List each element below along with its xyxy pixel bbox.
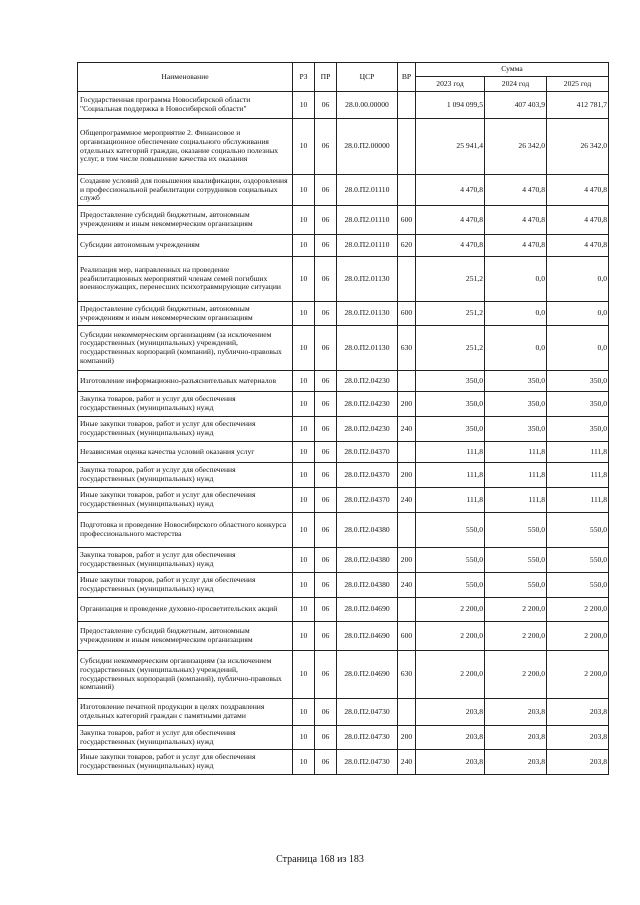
cell-csr: 28.0.П2.01110 [337, 235, 398, 257]
cell-name: Изготовление печатной продукции в целях поздравления отдельных категорий граждан с памятными датами [78, 699, 293, 726]
cell-pr: 06 [315, 371, 337, 392]
header-sum: Сумма [416, 63, 609, 77]
cell-name: Реализация мер, направленных на проведение реабилитационных мероприятий членам семей погибших военнослужащих, перенесших психотравмирующие ситуации [78, 257, 293, 302]
table-row [78, 235, 609, 257]
cell-csr: 28.0.П2.01130 [337, 302, 398, 326]
cell-2024: 2 200,0 [485, 598, 547, 622]
cell-vr: 200 [398, 392, 416, 417]
cell-vr [398, 119, 416, 175]
cell-name: Подготовка и проведение Новосибирского областного конкурса профессионального мастерства [78, 513, 293, 548]
cell-2023: 350,0 [416, 371, 485, 392]
cell-name: Создание условий для повышения квалификации, оздоровления и профессиональной реабилитации сотрудников социальных служб [78, 175, 293, 206]
cell-csr: 28.0.П2.04690 [337, 622, 398, 651]
cell-rz: 10 [293, 175, 315, 206]
cell-2025: 4 470,8 [547, 235, 609, 257]
cell-rz: 10 [293, 119, 315, 175]
cell-2024: 111,8 [485, 442, 547, 463]
table-row [78, 726, 609, 750]
table-row [78, 442, 609, 463]
cell-2024: 203,8 [485, 726, 547, 750]
cell-csr: 28.0.П2.04230 [337, 417, 398, 442]
cell-rz: 10 [293, 417, 315, 442]
cell-2025: 111,8 [547, 463, 609, 488]
table-body [78, 92, 609, 775]
cell-2025: 412 781,7 [547, 92, 609, 119]
cell-rz: 10 [293, 548, 315, 573]
cell-csr: 28.0.П2.04370 [337, 488, 398, 513]
cell-2024: 203,8 [485, 699, 547, 726]
cell-2024: 0,0 [485, 302, 547, 326]
cell-vr: 620 [398, 235, 416, 257]
cell-name: Закупка товаров, работ и услуг для обеспечения государственных (муниципальных) нужд [78, 548, 293, 573]
cell-2023: 2 200,0 [416, 651, 485, 699]
cell-name: Предоставление субсидий бюджетным, автономным учреждениям и иным некоммерческим организациям [78, 622, 293, 651]
cell-csr: 28.0.П2.04370 [337, 442, 398, 463]
cell-rz: 10 [293, 488, 315, 513]
cell-name: Предоставление субсидий бюджетным, автономным учреждениям и иным некоммерческим организациям [78, 206, 293, 235]
cell-2023: 550,0 [416, 573, 485, 598]
cell-vr: 600 [398, 622, 416, 651]
cell-2025: 2 200,0 [547, 622, 609, 651]
header-csr: ЦСР [337, 63, 398, 92]
cell-vr [398, 175, 416, 206]
cell-2025: 203,8 [547, 699, 609, 726]
cell-rz: 10 [293, 302, 315, 326]
cell-vr [398, 442, 416, 463]
cell-name: Государственная программа Новосибирской области "Социальная поддержка в Новосибирской области" [78, 92, 293, 119]
cell-name: Общепрограммное мероприятие 2. Финансовое и организационное обеспечение социального обслуживания отдельных категорий граждан, оказание социально полезных услуг, в том числе повышение качества их оказания [78, 119, 293, 175]
cell-2024: 550,0 [485, 513, 547, 548]
header-name: Наименование [78, 63, 293, 92]
cell-vr: 600 [398, 302, 416, 326]
cell-pr: 06 [315, 750, 337, 775]
cell-pr: 06 [315, 548, 337, 573]
cell-pr: 06 [315, 573, 337, 598]
cell-2025: 0,0 [547, 326, 609, 371]
cell-rz: 10 [293, 257, 315, 302]
cell-pr: 06 [315, 622, 337, 651]
cell-2025: 2 200,0 [547, 651, 609, 699]
table-row [78, 488, 609, 513]
cell-2024: 2 200,0 [485, 622, 547, 651]
cell-2024: 0,0 [485, 326, 547, 371]
table-row [78, 206, 609, 235]
cell-2023: 251,2 [416, 326, 485, 371]
cell-csr: 28.0.П2.00000 [337, 119, 398, 175]
cell-pr: 06 [315, 235, 337, 257]
cell-pr: 06 [315, 326, 337, 371]
cell-pr: 06 [315, 651, 337, 699]
cell-2025: 550,0 [547, 513, 609, 548]
cell-2023: 4 470,8 [416, 175, 485, 206]
cell-csr: 28.0.П2.04230 [337, 392, 398, 417]
cell-csr: 28.0.П2.01130 [337, 326, 398, 371]
cell-name: Иные закупки товаров, работ и услуг для обеспечения государственных (муниципальных) нужд [78, 417, 293, 442]
cell-name: Закупка товаров, работ и услуг для обеспечения государственных (муниципальных) нужд [78, 726, 293, 750]
cell-vr [398, 699, 416, 726]
cell-2024: 550,0 [485, 573, 547, 598]
table-row [78, 548, 609, 573]
cell-csr: 28.0.П2.04370 [337, 463, 398, 488]
cell-rz: 10 [293, 750, 315, 775]
cell-2024: 0,0 [485, 257, 547, 302]
cell-pr: 06 [315, 417, 337, 442]
cell-2023: 550,0 [416, 548, 485, 573]
cell-name: Субсидии некоммерческим организациям (за исключением государственных (муниципальных) учреждений, государственных корпораций (компаний), публично-правовых компаний) [78, 326, 293, 371]
cell-name: Субсидии автономным учреждениям [78, 235, 293, 257]
cell-2023: 350,0 [416, 392, 485, 417]
cell-2025: 111,8 [547, 488, 609, 513]
cell-csr: 28.0.П2.04730 [337, 726, 398, 750]
table-row [78, 417, 609, 442]
cell-2023: 2 200,0 [416, 598, 485, 622]
cell-csr: 28.0.00.00000 [337, 92, 398, 119]
budget-table [77, 62, 609, 775]
table-row [78, 598, 609, 622]
cell-vr: 600 [398, 206, 416, 235]
header-year-2023: 2023 год [416, 77, 485, 92]
cell-vr: 200 [398, 548, 416, 573]
cell-2025: 0,0 [547, 257, 609, 302]
cell-rz: 10 [293, 726, 315, 750]
cell-vr [398, 257, 416, 302]
cell-2024: 4 470,8 [485, 235, 547, 257]
cell-pr: 06 [315, 726, 337, 750]
cell-rz: 10 [293, 442, 315, 463]
cell-vr: 200 [398, 726, 416, 750]
cell-vr: 240 [398, 417, 416, 442]
cell-csr: 28.0.П2.04380 [337, 548, 398, 573]
cell-pr: 06 [315, 488, 337, 513]
cell-vr [398, 513, 416, 548]
cell-pr: 06 [315, 513, 337, 548]
cell-pr: 06 [315, 442, 337, 463]
cell-csr: 28.0.П2.04730 [337, 750, 398, 775]
cell-pr: 06 [315, 598, 337, 622]
cell-pr: 06 [315, 206, 337, 235]
cell-name: Организация и проведение духовно-просветительских акций [78, 598, 293, 622]
table-row [78, 371, 609, 392]
cell-rz: 10 [293, 598, 315, 622]
cell-2025: 203,8 [547, 750, 609, 775]
table-row [78, 750, 609, 775]
cell-pr: 06 [315, 92, 337, 119]
header-year-2025: 2025 год [547, 77, 609, 92]
cell-rz: 10 [293, 371, 315, 392]
table-row [78, 326, 609, 371]
cell-csr: 28.0.П2.01110 [337, 175, 398, 206]
cell-vr: 200 [398, 463, 416, 488]
cell-vr: 630 [398, 651, 416, 699]
cell-pr: 06 [315, 302, 337, 326]
cell-rz: 10 [293, 513, 315, 548]
cell-2023: 251,2 [416, 302, 485, 326]
cell-2025: 26 342,0 [547, 119, 609, 175]
cell-2023: 2 200,0 [416, 622, 485, 651]
cell-2023: 1 094 099,5 [416, 92, 485, 119]
cell-vr: 240 [398, 488, 416, 513]
cell-vr: 630 [398, 326, 416, 371]
table-row [78, 175, 609, 206]
table-row [78, 573, 609, 598]
cell-2023: 350,0 [416, 417, 485, 442]
cell-2024: 4 470,8 [485, 206, 547, 235]
cell-vr: 240 [398, 573, 416, 598]
cell-2023: 203,8 [416, 699, 485, 726]
cell-csr: 28.0.П2.04690 [337, 651, 398, 699]
cell-rz: 10 [293, 206, 315, 235]
cell-rz: 10 [293, 573, 315, 598]
cell-csr: 28.0.П2.04380 [337, 513, 398, 548]
cell-2024: 550,0 [485, 548, 547, 573]
cell-2024: 4 470,8 [485, 175, 547, 206]
cell-name: Закупка товаров, работ и услуг для обеспечения государственных (муниципальных) нужд [78, 392, 293, 417]
header-rz: РЗ [293, 63, 315, 92]
header-pr: ПР [315, 63, 337, 92]
table-row [78, 651, 609, 699]
cell-pr: 06 [315, 119, 337, 175]
cell-rz: 10 [293, 463, 315, 488]
cell-2025: 350,0 [547, 371, 609, 392]
cell-vr [398, 92, 416, 119]
cell-rz: 10 [293, 622, 315, 651]
cell-2024: 26 342,0 [485, 119, 547, 175]
cell-2025: 550,0 [547, 573, 609, 598]
cell-2025: 203,8 [547, 726, 609, 750]
table-row [78, 302, 609, 326]
cell-2025: 350,0 [547, 392, 609, 417]
cell-2025: 350,0 [547, 417, 609, 442]
table-row [78, 513, 609, 548]
cell-name: Закупка товаров, работ и услуг для обеспечения государственных (муниципальных) нужд [78, 463, 293, 488]
cell-2023: 203,8 [416, 726, 485, 750]
table-row [78, 392, 609, 417]
cell-2024: 350,0 [485, 417, 547, 442]
cell-2024: 350,0 [485, 392, 547, 417]
cell-2023: 4 470,8 [416, 206, 485, 235]
cell-2023: 111,8 [416, 488, 485, 513]
cell-name: Предоставление субсидий бюджетным, автономным учреждениям и иным некоммерческим организациям [78, 302, 293, 326]
cell-csr: 28.0.П2.04690 [337, 598, 398, 622]
cell-2025: 4 470,8 [547, 175, 609, 206]
cell-2024: 407 403,9 [485, 92, 547, 119]
header-vr: ВР [398, 63, 416, 92]
table-row [78, 92, 609, 119]
table-row [78, 257, 609, 302]
cell-pr: 06 [315, 175, 337, 206]
cell-name: Иные закупки товаров, работ и услуг для обеспечения государственных (муниципальных) нужд [78, 750, 293, 775]
cell-2023: 4 470,8 [416, 235, 485, 257]
cell-rz: 10 [293, 92, 315, 119]
cell-name: Иные закупки товаров, работ и услуг для обеспечения государственных (муниципальных) нужд [78, 573, 293, 598]
cell-2023: 25 941,4 [416, 119, 485, 175]
cell-pr: 06 [315, 392, 337, 417]
header-year-2024: 2024 год [485, 77, 547, 92]
table-row [78, 699, 609, 726]
cell-name: Независимая оценка качества условий оказания услуг [78, 442, 293, 463]
cell-pr: 06 [315, 699, 337, 726]
cell-2025: 2 200,0 [547, 598, 609, 622]
cell-2023: 251,2 [416, 257, 485, 302]
cell-rz: 10 [293, 235, 315, 257]
cell-2025: 111,8 [547, 442, 609, 463]
cell-2023: 203,8 [416, 750, 485, 775]
cell-rz: 10 [293, 699, 315, 726]
cell-2025: 0,0 [547, 302, 609, 326]
cell-name: Изготовление информационно-разъяснительных материалов [78, 371, 293, 392]
cell-csr: 28.0.П2.04230 [337, 371, 398, 392]
cell-vr [398, 371, 416, 392]
cell-csr: 28.0.П2.04380 [337, 573, 398, 598]
cell-vr [398, 598, 416, 622]
cell-rz: 10 [293, 651, 315, 699]
cell-2024: 2 200,0 [485, 651, 547, 699]
cell-2023: 111,8 [416, 463, 485, 488]
cell-2023: 550,0 [416, 513, 485, 548]
table-row [78, 463, 609, 488]
cell-name: Иные закупки товаров, работ и услуг для обеспечения государственных (муниципальных) нужд [78, 488, 293, 513]
table-row [78, 622, 609, 651]
cell-csr: 28.0.П2.04730 [337, 699, 398, 726]
cell-name: Субсидии некоммерческим организациям (за исключением государственных (муниципальных) учреждений, государственных корпораций (компаний), публично-правовых компаний) [78, 651, 293, 699]
cell-rz: 10 [293, 326, 315, 371]
cell-2025: 550,0 [547, 548, 609, 573]
table-row [78, 119, 609, 175]
cell-rz: 10 [293, 392, 315, 417]
cell-2024: 111,8 [485, 488, 547, 513]
page-number: Страница 168 из 183 [276, 854, 364, 865]
cell-2024: 203,8 [485, 750, 547, 775]
cell-2023: 111,8 [416, 442, 485, 463]
cell-2025: 4 470,8 [547, 206, 609, 235]
cell-pr: 06 [315, 463, 337, 488]
cell-csr: 28.0.П2.01130 [337, 257, 398, 302]
cell-pr: 06 [315, 257, 337, 302]
cell-csr: 28.0.П2.01110 [337, 206, 398, 235]
cell-vr: 240 [398, 750, 416, 775]
cell-2024: 111,8 [485, 463, 547, 488]
cell-2024: 350,0 [485, 371, 547, 392]
